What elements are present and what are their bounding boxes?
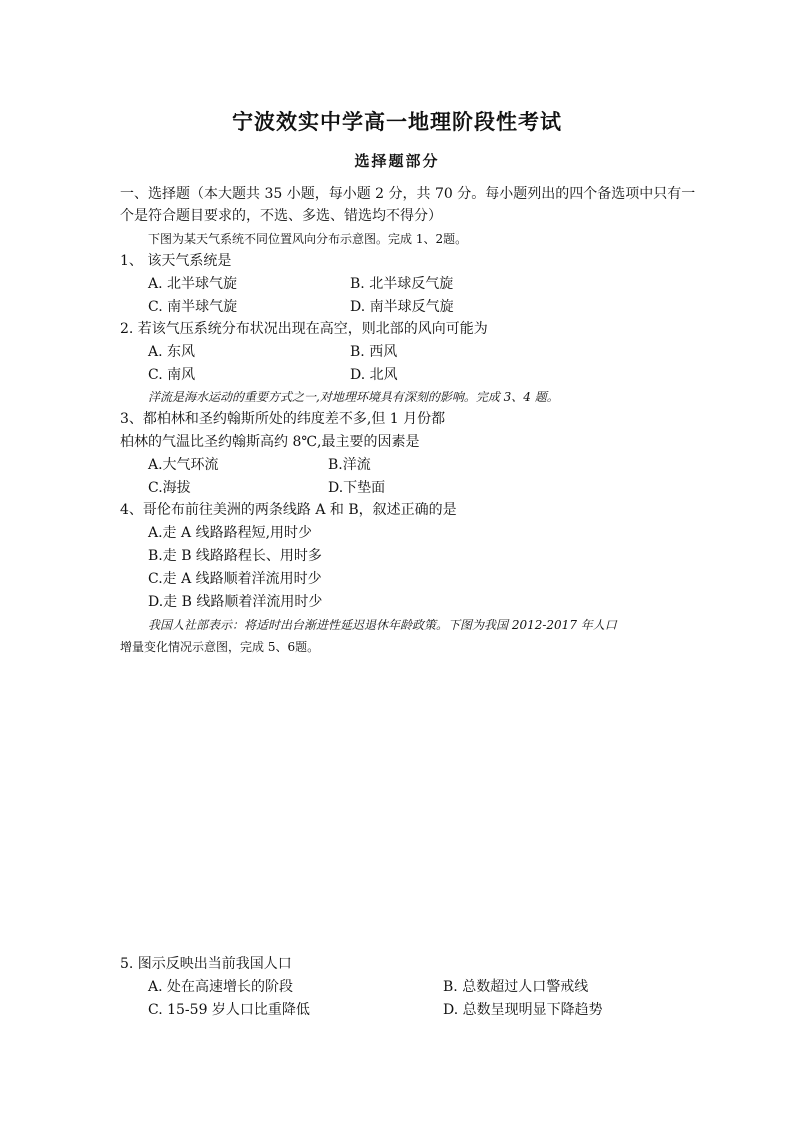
- question-4-stem: 4、哥伦布前往美洲的两条线路 A 和 B，叙述正确的是: [120, 502, 457, 518]
- question-4-option-c[interactable]: C.走 A 线路顺着洋流用时少: [148, 571, 322, 587]
- section-subtitle: 选择题部分: [354, 152, 440, 170]
- question-2-option-c[interactable]: C. 南风: [148, 367, 196, 383]
- question-5-stem: 5. 图示反映出当前我国人口: [120, 956, 292, 972]
- question-5-option-c[interactable]: C. 15-59 岁人口比重降低: [148, 1002, 310, 1018]
- question-3-option-d[interactable]: D.下垫面: [328, 480, 386, 496]
- material-2-text: 洋流是海水运动的重要方式之一,对地理环境具有深刻的影响。完成 3、4 题。: [148, 390, 559, 404]
- question-1-option-b[interactable]: B. 北半球反气旋: [350, 276, 454, 292]
- figure-placeholder: [118, 665, 678, 945]
- question-5-option-a[interactable]: A. 处在高速增长的阶段: [148, 979, 294, 995]
- question-2-option-b[interactable]: B. 西风: [350, 344, 398, 360]
- material-3-text-line-1: 我国人社部表示：将适时出台渐进性延迟退休年龄政策。下图为我国 2012-2017 年人口: [148, 618, 617, 632]
- question-3-option-a[interactable]: A.大气环流: [148, 457, 219, 473]
- question-5-option-d[interactable]: D. 总数呈现明显下降趋势: [443, 1002, 603, 1018]
- question-3-option-b[interactable]: B.洋流: [328, 457, 371, 473]
- question-4-option-d[interactable]: D.走 B 线路顺着洋流用时少: [148, 594, 323, 610]
- question-3-option-c[interactable]: C.海拔: [148, 480, 191, 496]
- question-3-stem-line-2: 柏林的气温比圣约翰斯高约 8℃,最主要的因素是: [120, 434, 420, 450]
- question-4-option-a[interactable]: A.走 A 线路路程短,用时少: [148, 525, 313, 541]
- question-3-stem-line-1: 3、都柏林和圣约翰斯所处的纬度差不多,但 1 月份都: [120, 411, 446, 427]
- section-intro-line-2: 个是符合题目要求的，不选、多选、错选均不得分）: [120, 208, 442, 224]
- section-intro-line-1: 一、选择题（本大题共 35 小题，每小题 2 分，共 70 分。每小题列出的四个备选项中只有一: [120, 186, 696, 202]
- question-1-stem: 1、 该天气系统是: [120, 253, 232, 269]
- question-2-option-a[interactable]: A. 东风: [148, 344, 196, 360]
- question-4-option-b[interactable]: B.走 B 线路路程长、用时多: [148, 548, 322, 564]
- question-2-option-d[interactable]: D. 北风: [350, 367, 398, 383]
- question-1-option-c[interactable]: C. 南半球气旋: [148, 299, 238, 315]
- question-2-stem: 2. 若该气压系统分布状况出现在高空，则北部的风向可能为: [120, 321, 488, 337]
- material-3-text-line-2: 增量变化情况示意图，完成 5、6题。: [120, 640, 320, 654]
- question-5-option-b[interactable]: B. 总数超过人口警戒线: [443, 979, 589, 995]
- material-1-text: 下图为某天气系统不同位置风向分布示意图。完成 1、2题。: [148, 232, 468, 246]
- question-1-option-a[interactable]: A. 北半球气旋: [148, 276, 238, 292]
- question-1-option-d[interactable]: D. 南半球反气旋: [350, 299, 454, 315]
- page-title: 宁波效实中学高一地理阶段性考试: [232, 109, 562, 134]
